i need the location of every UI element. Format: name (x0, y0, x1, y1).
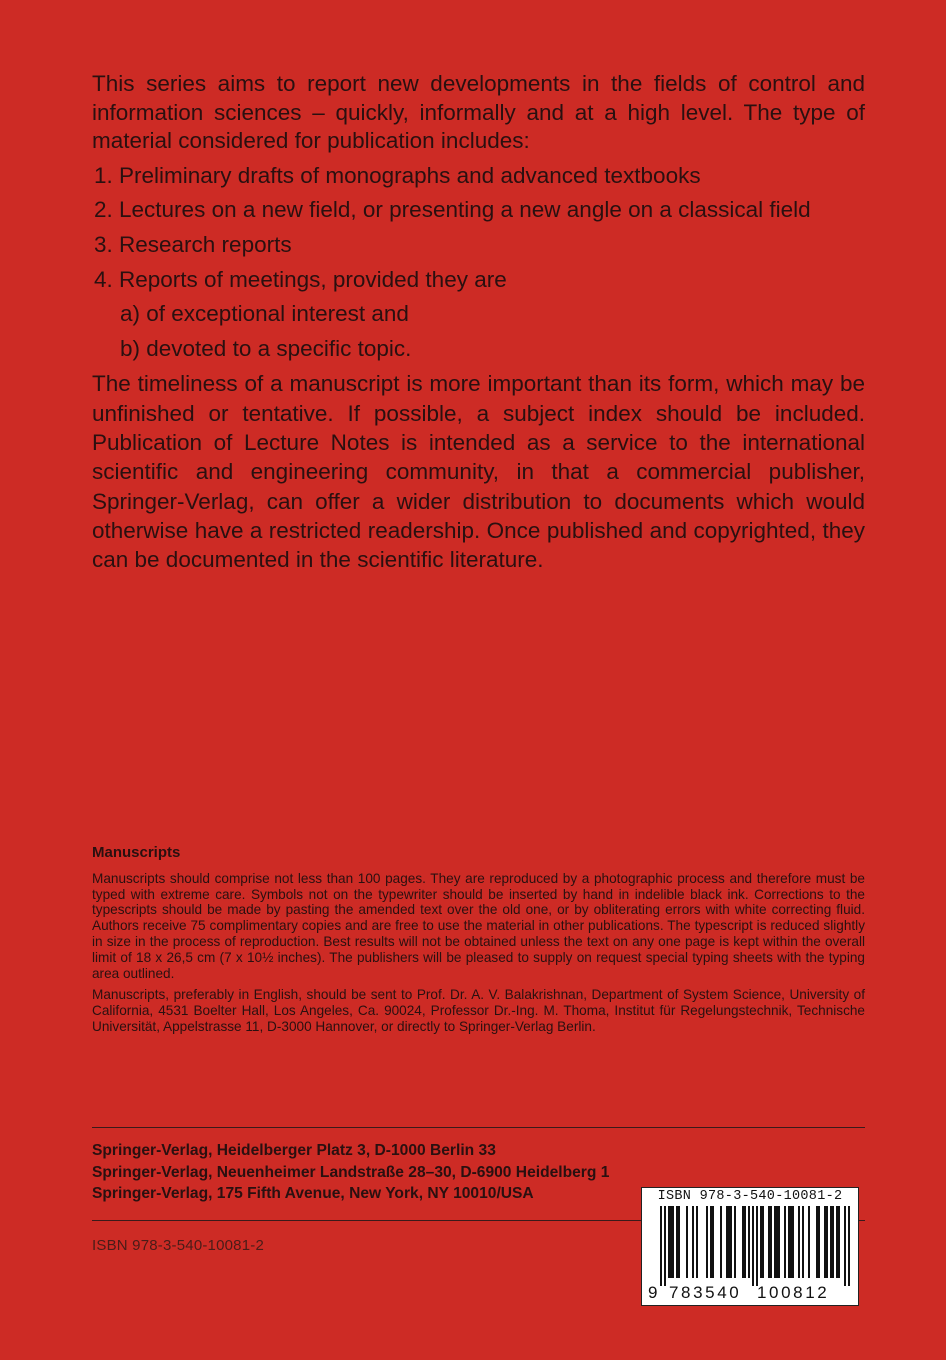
barcode-bar (744, 1206, 746, 1278)
barcode-bar (816, 1206, 818, 1278)
manuscripts-paragraph: Manuscripts should comprise not less than 100 pages. They are reproduced by a photographic process and therefore must be typed with extreme care. Symbols not on the typewriter should be inserted by hand in indelible black ink. Corrections to the typescripts should be made by pasting the amended text over the old one, or by obliterating errors with white correcting fluid. Authors receive 75 complimentary copies and are free to use the material in other publications. The typescript is reduced slightly in size in the process of reproduction. Best results will not be obtained unless the text on any one page is kept within the overall limit of 18 x 26,5 cm (7 x 10½ inches). The publishers will be pleased to supply on request special typing sheets with the typing area outlined. (92, 870, 865, 981)
barcode-digits-right: 100812 (757, 1283, 830, 1302)
barcode-bar (760, 1206, 762, 1278)
barcode-bar (788, 1206, 790, 1278)
barcode-digit-first: 9 (648, 1283, 658, 1302)
barcode-bar (778, 1206, 780, 1278)
barcode-bar (670, 1206, 672, 1278)
address-line: Springer-Verlag, 175 Fifth Avenue, New York, NY 10010/USA (92, 1185, 534, 1202)
list-item: 2. Lectures on a new field, or presenting a new angle on a classical field (94, 197, 811, 223)
barcode-digits-left: 783540 (669, 1283, 742, 1302)
barcode-bar (818, 1206, 820, 1278)
barcode-bar (832, 1206, 834, 1278)
manuscripts-heading: Manuscripts (92, 844, 181, 861)
barcode-bar (768, 1206, 770, 1278)
intro-paragraph: This series aims to report new developments in the fields of control and information sciences – quickly, informally and at a high level. The type of material considered for publication includes: (92, 71, 865, 154)
barcode-bar (748, 1206, 750, 1278)
barcode-bar (706, 1206, 708, 1278)
barcode-bar (696, 1206, 698, 1278)
barcode-bar (678, 1206, 680, 1278)
barcode-bar (838, 1206, 840, 1278)
address-line: Springer-Verlag, Heidelberger Platz 3, D-1000 Berlin 33 (92, 1142, 496, 1159)
barcode-bar (824, 1206, 826, 1278)
barcode-bar (756, 1206, 758, 1286)
barcode-bar (808, 1206, 810, 1278)
timeliness-paragraph: The timeliness of a manuscript is more important than its form, which may be unfinished or tentative. If possible, a subject index should be included. Publication of Lecture Notes is intended as a service to the international scientific and engineering community, in that a commercial publisher, Springer-Verlag, can offer a wider distribution to documents which would otherwise have a restricted readership. Once published and copyrighted, they can be documented in the scientific literature. (92, 371, 865, 573)
barcode-bar (770, 1206, 772, 1278)
list-item: 1. Preliminary drafts of monographs and advanced textbooks (94, 162, 701, 188)
series-description (92, 70, 865, 574)
barcode-bar (664, 1206, 666, 1286)
list-subitem: b) devoted to a specific topic. (120, 335, 412, 361)
barcode-bar (798, 1206, 800, 1278)
barcode-bar (692, 1206, 694, 1278)
manuscripts-section (92, 845, 865, 1041)
barcode-bar (710, 1206, 712, 1278)
barcode-bar (776, 1206, 778, 1278)
barcode-bar (668, 1206, 670, 1278)
divider-top (92, 1127, 865, 1128)
barcode-bar (672, 1206, 674, 1278)
barcode-bar (712, 1206, 714, 1278)
barcode-bar (726, 1206, 728, 1278)
barcode-bar (792, 1206, 794, 1278)
barcode-bar (734, 1206, 736, 1278)
barcode-bar (802, 1206, 804, 1278)
barcode-label (641, 1187, 859, 1306)
manuscripts-submission-paragraph: Manuscripts, preferably in English, should be sent to Prof. Dr. A. V. Balakrishnan, Department of System Science, University of California, 4531 Boelter Hall, Los Angeles, Ca. 90024, Professor Dr.-Ing. M. Thoma, Institut für Regelungstechnik, Technische Universität, Appelstrasse 11, D-3000 Hannover, or directly to Springer-Verlag Berlin. (92, 987, 865, 1034)
barcode-bar (848, 1206, 850, 1286)
barcode-isbn-label: ISBN 978-3-540-10081-2 (657, 1189, 843, 1204)
barcode-image (642, 1206, 858, 1288)
material-list (92, 162, 865, 364)
address-line: Springer-Verlag, Neuenheimer Landstraße 28–30, D-6900 Heidelberg 1 (92, 1163, 610, 1181)
barcode-bar (676, 1206, 678, 1278)
barcode-bar (790, 1206, 792, 1278)
barcode-bar (826, 1206, 828, 1278)
barcode-bar (774, 1206, 776, 1278)
list-subitem: a) of exceptional interest and (120, 301, 409, 327)
isbn-text: ISBN 978-3-540-10081-2 (92, 1237, 265, 1254)
barcode-bar (836, 1206, 838, 1278)
barcode-bar (762, 1206, 764, 1278)
barcode-bar (686, 1206, 688, 1278)
barcode-bar (830, 1206, 832, 1278)
list-item: 3. Research reports (94, 231, 292, 257)
list-item: 4. Reports of meetings, provided they are (94, 266, 507, 292)
barcode-bar (742, 1206, 744, 1278)
barcode-bar (784, 1206, 786, 1278)
barcode-bar (660, 1206, 662, 1286)
publisher-addresses (92, 1140, 652, 1205)
barcode-bar (728, 1206, 730, 1278)
barcode-bar (720, 1206, 722, 1278)
barcode-bar (752, 1206, 754, 1286)
barcode-bar (730, 1206, 732, 1278)
barcode-bar (844, 1206, 846, 1286)
